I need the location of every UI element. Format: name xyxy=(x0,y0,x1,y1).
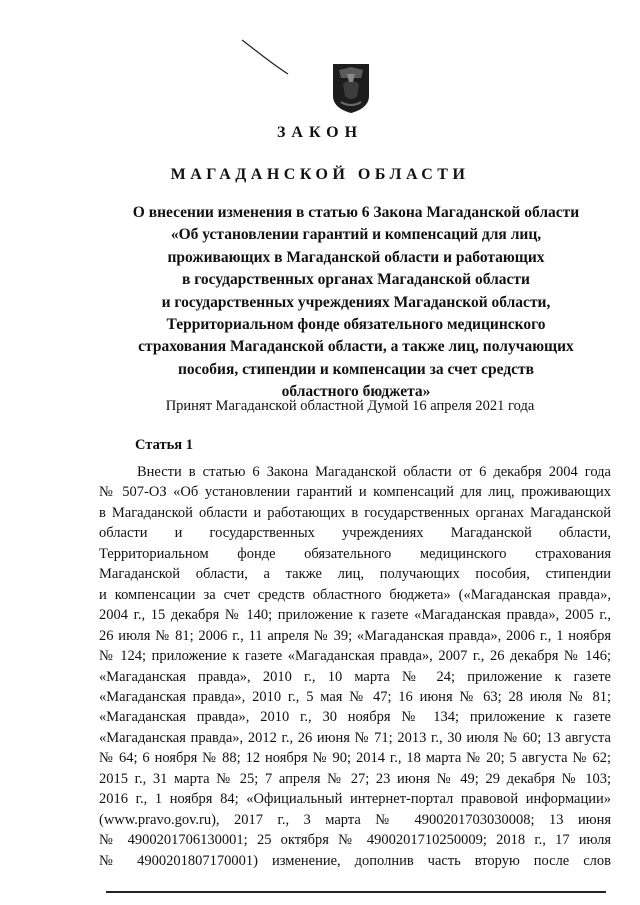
body-line: № 4900201706130001; 25 октября № 4900201710250009; 2018 г., 17 июля xyxy=(99,832,611,849)
heading-line: областного бюджета» xyxy=(281,383,431,401)
article-title: Статья 1 xyxy=(135,437,193,453)
body-line: 2016 г., 1 ноября 84; «Официальный интернет-портал правовой информации» xyxy=(99,791,611,808)
body-line: «Магаданская правда», 2012 г., 26 июня № 71; 2013 г., 30 июля № 60; 13 августа xyxy=(99,729,611,746)
law-heading xyxy=(96,202,616,404)
body-line: Территориальном фонде обязательного медицинского страхования xyxy=(99,545,611,562)
body-line: № 507-ОЗ «Об установлении гарантий и компенсаций для лиц, проживающих xyxy=(99,484,611,501)
body-line: № 4900201807170001) изменение, дополнив часть вторую после слов xyxy=(99,852,611,869)
body-line: «Магаданская правда», 2010 г., 10 марта № 24; приложение к газете xyxy=(99,668,611,685)
body-line: «Магаданская правда», 2010 г., 30 ноября № 134; приложение к газете xyxy=(99,709,611,726)
article-body xyxy=(99,462,611,871)
law-title: ЗАКОН xyxy=(276,124,364,141)
coat-of-arms-icon xyxy=(331,62,371,114)
adoption-note: Принят Магаданской областной Думой 16 апреля 2021 года xyxy=(165,398,535,414)
region-title: МАГАДАНСКОЙ ОБЛАСТИ xyxy=(170,166,470,183)
heading-line: Территориальном фонде обязательного медицинского xyxy=(166,316,546,334)
heading-line: и государственных учреждениях Магаданской области, xyxy=(161,293,551,311)
heading-line: пособия, стипендии и компенсации за счет средств xyxy=(177,360,535,378)
heading-line: проживающих в Магаданской области и работающих xyxy=(167,248,545,266)
heading-line: О внесении изменения в статью 6 Закона Магаданской области xyxy=(132,204,580,221)
body-line: 2004 г., 15 декабря № 140; приложение к газете «Магаданская правда», 2005 г., xyxy=(99,607,611,624)
body-line: № 64; 6 ноября № 88; 12 ноября № 90; 2014 г., 18 марта № 20; 5 августа № 62; xyxy=(99,750,611,767)
body-line: «Магаданская правда», 2010 г., 5 мая № 47; 16 июня № 63; 28 июля № 81; xyxy=(99,688,611,705)
pen-stroke-mark xyxy=(240,38,290,78)
body-line: (www.pravo.gov.ru), 2017 г., 3 марта № 4900201703030008; 13 июня xyxy=(99,811,611,828)
body-line: области и государственных учреждениях Магаданской области, xyxy=(99,525,611,542)
heading-line: страхования Магаданской области, а также лиц, получающих xyxy=(138,338,574,356)
body-line: и компенсации за счет средств областного бюджета» («Магаданская правда», xyxy=(99,586,611,603)
body-line: Магаданской области, а также лиц, получающих пособия, стипендии xyxy=(99,566,611,583)
body-line: № 124; приложение к газете «Магаданская правда», 2007 г., 26 декабря № 146; xyxy=(99,648,611,665)
body-line: 2015 г., 31 марта № 25; 7 апреля № 27; 23 июня № 49; 29 декабря № 103; xyxy=(99,770,611,787)
heading-line: в государственных органах Магаданской области xyxy=(182,271,530,289)
body-line: 26 июля № 81; 2006 г., 11 апреля № 39; «Магаданская правда», 2006 г., 1 ноября xyxy=(99,627,611,644)
body-line: Внести в статью 6 Закона Магаданской области от 6 декабря 2004 года xyxy=(137,464,611,480)
body-line: в Магаданской области и работающих в государственных органах Магаданской xyxy=(99,504,611,521)
heading-line: «Об установлении гарантий и компенсаций для лиц, xyxy=(170,226,542,244)
page-bottom-rule xyxy=(106,891,606,893)
